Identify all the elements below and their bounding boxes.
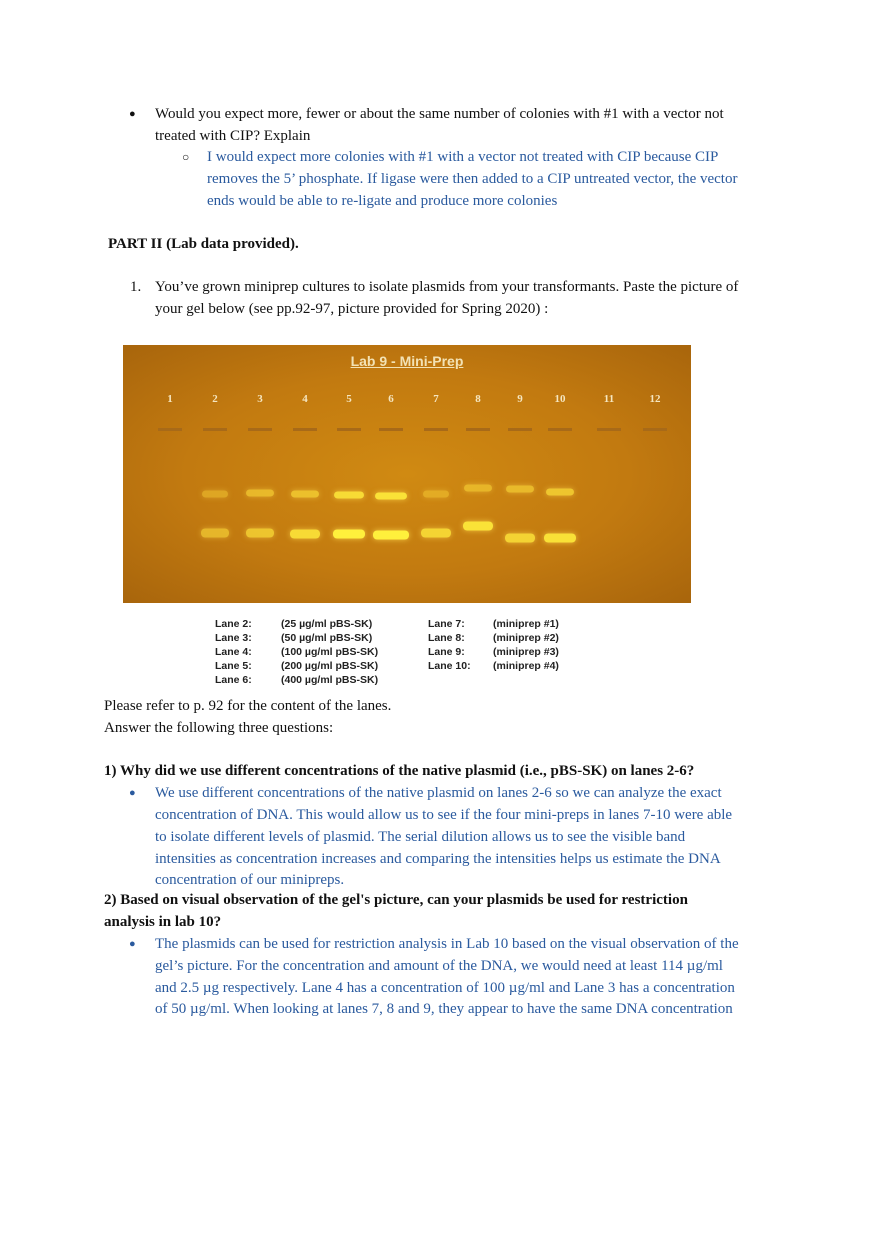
legend-lane-label: Lane 6: — [215, 674, 252, 686]
answer-intro: Answer the following three questions: — [104, 720, 334, 736]
legend-lane-label: Lane 5: — [215, 660, 252, 672]
dna-band — [505, 534, 535, 543]
gel-well — [158, 428, 182, 431]
dna-band — [463, 522, 493, 531]
answer-2-line: The plasmids can be used for restriction analysis in Lab 10 based on the visual observation of the — [155, 936, 739, 952]
legend-lane-content: (miniprep #2) — [493, 632, 559, 644]
lane-number: 1 — [167, 393, 173, 405]
dna-band — [201, 529, 229, 538]
gel-well — [597, 428, 621, 431]
dna-band — [423, 491, 449, 498]
lane-number: 9 — [517, 393, 523, 405]
legend-lane-content: (25 µg/ml pBS-SK) — [281, 618, 373, 630]
dna-band — [246, 529, 274, 538]
answer-1-line: intensities as concentration increases and comparing the intensities helps us estimate the DNA — [155, 851, 721, 867]
dna-band — [375, 493, 407, 500]
gel-well — [424, 428, 448, 431]
lane-number: 12 — [649, 393, 661, 405]
answer-2-line: of 50 µg/ml. When looking at lanes 7, 8 and 9, they appear to have the same DNA concentration — [155, 1001, 733, 1017]
answer-1-line: concentration of our minipreps. — [155, 872, 345, 888]
lane-number: 10 — [554, 393, 566, 405]
lane-number: 2 — [212, 393, 218, 405]
answer-1-line: concentration of DNA. This would allow us to see if the four mini-preps in lanes 7-10 were able — [155, 807, 733, 823]
lane-number: 11 — [603, 393, 615, 405]
lane-number: 4 — [302, 393, 308, 405]
gel-well — [643, 428, 667, 431]
question-1: 1) Why did we use different concentrations of the native plasmid (i.e., pBS-SK) on lanes 2-6? — [104, 763, 695, 779]
lane-number: 5 — [346, 393, 352, 405]
dna-band — [202, 491, 228, 498]
question-2: analysis in lab 10? — [104, 914, 222, 930]
legend-lane-content: (400 µg/ml pBS-SK) — [281, 674, 379, 686]
gel-well — [203, 428, 227, 431]
legend-lane-content: (50 µg/ml pBS-SK) — [281, 632, 373, 644]
dna-band — [333, 530, 365, 539]
item-number: 1. — [130, 279, 142, 295]
answer-2-line: and 2.5 µg respectively. Lane 4 has a concentration of 100 µg/ml and Lane 3 has a concentration — [155, 980, 735, 996]
legend-lane-label: Lane 2: — [215, 618, 252, 630]
legend-lane-label: Lane 10: — [428, 660, 471, 672]
legend-lane-label: Lane 3: — [215, 632, 252, 644]
dna-band — [506, 486, 534, 493]
question-colonies-line1: Would you expect more, fewer or about the same number of colonies with #1 with a vector not — [155, 106, 724, 122]
dna-band — [290, 530, 320, 539]
gel-image — [123, 345, 691, 603]
legend-lane-content: (miniprep #4) — [493, 660, 559, 672]
lane-number: 8 — [475, 393, 481, 405]
lane-number: 6 — [388, 393, 394, 405]
legend-lane-label: Lane 7: — [428, 618, 465, 630]
bullet-icon: ● — [129, 108, 136, 120]
dna-band — [334, 492, 364, 499]
gel-well — [293, 428, 317, 431]
legend-lane-content: (100 µg/ml pBS-SK) — [281, 646, 379, 658]
dna-band — [421, 529, 451, 538]
question-colonies-line2: treated with CIP? Explain — [155, 128, 311, 144]
answer-1-line: We use different concentrations of the native plasmid on lanes 2-6 so we can analyze the exact — [155, 785, 722, 801]
legend-lane-content: (miniprep #1) — [493, 618, 559, 630]
dna-band — [246, 490, 274, 497]
gel-well — [337, 428, 361, 431]
dna-band — [373, 531, 409, 540]
question-2: 2) Based on visual observation of the gel's picture, can your plasmids be used for restriction — [104, 892, 688, 908]
answer-1-line: to isolate different levels of plasmid. The serial dilution allows us to see the visible band — [155, 829, 686, 845]
lane-number: 7 — [433, 393, 439, 405]
sub-bullet-icon: ○ — [182, 150, 190, 164]
gel-well — [379, 428, 403, 431]
gel-well — [248, 428, 272, 431]
legend-lane-label: Lane 4: — [215, 646, 252, 658]
item1-line2: your gel below (see pp.92-97, picture provided for Spring 2020) : — [155, 301, 549, 317]
gel-well — [466, 428, 490, 431]
answer-colonies-line: ends would be able to re-ligate and produce more colonies — [207, 193, 558, 209]
item1-line1: You’ve grown miniprep cultures to isolate plasmids from your transformants. Paste the picture of — [155, 279, 739, 295]
refer-text: Please refer to p. 92 for the content of the lanes. — [104, 698, 392, 714]
lane-number: 3 — [257, 393, 263, 405]
bullet-icon: ● — [129, 787, 136, 799]
gel-title: Lab 9 - Mini-Prep — [350, 353, 464, 369]
answer-colonies-line: I would expect more colonies with #1 with a vector not treated with CIP because CIP — [207, 149, 719, 165]
dna-band — [464, 485, 492, 492]
dna-band — [546, 489, 574, 496]
legend-lane-label: Lane 9: — [428, 646, 465, 658]
gel-well — [548, 428, 572, 431]
legend-lane-label: Lane 8: — [428, 632, 465, 644]
answer-2-line: gel’s picture. For the concentration and amount of the DNA, we would need at least 114 µg/ml — [155, 958, 723, 974]
bullet-icon: ● — [129, 938, 136, 950]
dna-band — [544, 534, 576, 543]
part2-heading: PART II (Lab data provided). — [108, 236, 299, 252]
legend-lane-content: (200 µg/ml pBS-SK) — [281, 660, 379, 672]
gel-well — [508, 428, 532, 431]
dna-band — [291, 491, 319, 498]
answer-colonies-line: removes the 5’ phosphate. If ligase were then added to a CIP untreated vector, the vector — [207, 171, 738, 187]
legend-lane-content: (miniprep #3) — [493, 646, 559, 658]
